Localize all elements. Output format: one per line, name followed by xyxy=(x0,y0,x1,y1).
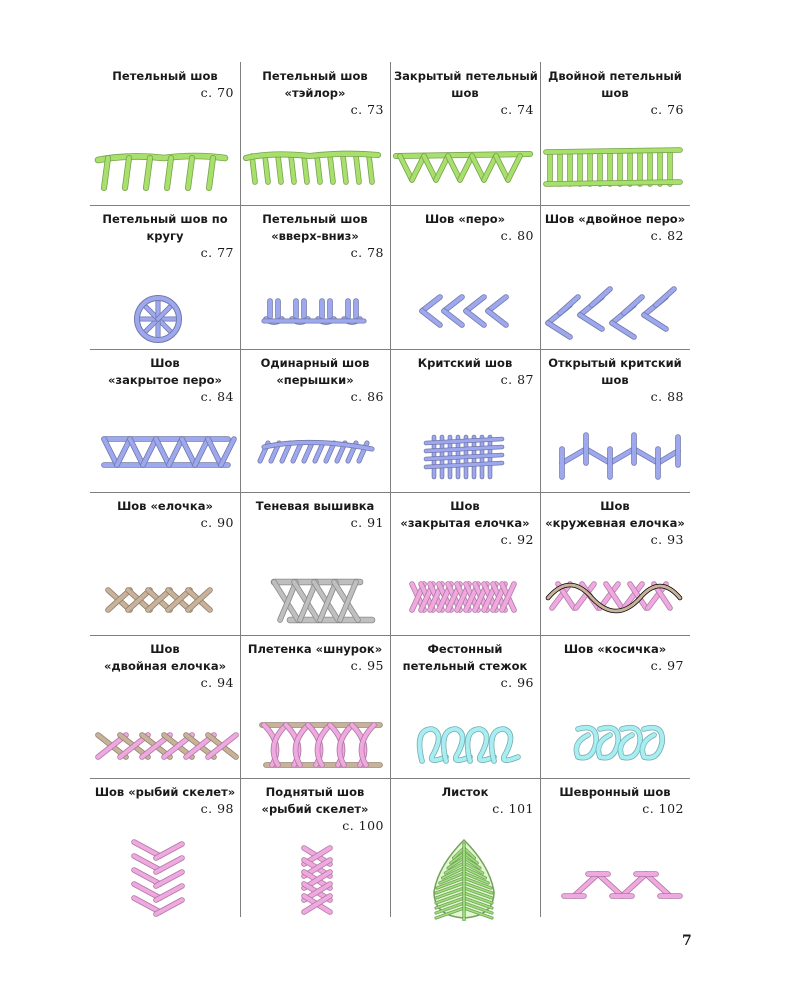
stitch-illustration-raisedfish xyxy=(240,836,390,921)
stitch-index-grid xyxy=(90,62,690,922)
stitch-title xyxy=(544,641,686,658)
stitch-title-line: «закрытая елочка» xyxy=(400,516,530,530)
stitch-illustration-wheel xyxy=(90,263,240,348)
stitch-title-line: Критский шов xyxy=(417,356,513,370)
stitch-illustration-fly xyxy=(240,407,390,492)
stitch-illustration-leaf xyxy=(390,836,540,921)
stitch-title-line: Петельный шов xyxy=(262,212,368,226)
stitch-title-line: Шов «двойное перо» xyxy=(544,212,686,226)
stitch-title-line: «тэйлор» xyxy=(284,86,346,100)
stitch-title-line: Шевронный шов xyxy=(559,785,671,799)
stitch-illustration-scallop xyxy=(390,693,540,778)
stitch-title-line: шов xyxy=(601,373,629,387)
stitch-page-ref: с. 86 xyxy=(350,389,384,404)
stitch-page-ref: с. 74 xyxy=(500,102,534,117)
stitch-title-line: «вверх-вниз» xyxy=(271,229,359,243)
stitch-illustration-updown xyxy=(240,263,390,348)
stitch-cell-feather xyxy=(390,205,540,348)
stitch-illustration-opencretan xyxy=(540,407,690,492)
stitch-page-ref: с. 98 xyxy=(200,801,234,816)
stitch-illustration-laced xyxy=(540,550,690,635)
stitch-title xyxy=(394,355,536,372)
stitch-page-ref: с. 94 xyxy=(200,675,234,690)
stitch-page-ref: с. 84 xyxy=(200,389,234,404)
stitch-title-line: «закрытое перо» xyxy=(108,373,222,387)
stitch-cell-cretan xyxy=(390,349,540,492)
stitch-title-line: Фестонный xyxy=(427,642,503,656)
stitch-page-ref: с. 91 xyxy=(350,515,384,530)
stitch-title-line: Плетенка «шнурок» xyxy=(247,642,383,656)
stitch-illustration-interlace xyxy=(240,693,390,778)
stitch-title xyxy=(94,68,236,85)
stitch-title-line: Поднятый шов xyxy=(265,785,365,799)
stitch-illustration-closed xyxy=(390,120,540,205)
stitch-page-ref: с. 100 xyxy=(342,818,384,833)
stitch-title-line: Шов «косичка» xyxy=(563,642,667,656)
stitch-page-ref: с. 88 xyxy=(650,389,684,404)
stitch-title-line: Шов xyxy=(150,356,180,370)
stitch-page-ref: с. 70 xyxy=(200,85,234,100)
stitch-page-ref: с. 73 xyxy=(350,102,384,117)
stitch-illustration-dblherring xyxy=(90,693,240,778)
stitch-title xyxy=(544,68,686,102)
stitch-title-line: Шов xyxy=(450,499,480,513)
stitch-title xyxy=(394,211,536,228)
stitch-title-line: «кружевная елочка» xyxy=(545,516,685,530)
stitch-page-ref: с. 80 xyxy=(500,228,534,243)
stitch-illustration-feather xyxy=(390,263,540,348)
stitch-title xyxy=(244,355,386,389)
stitch-title-line: петельный стежок xyxy=(402,659,528,673)
stitch-cell-braid xyxy=(540,635,690,778)
stitch-cell-wheel xyxy=(90,205,240,348)
stitch-title xyxy=(544,498,686,532)
stitch-cell-raisedfish xyxy=(240,778,390,921)
stitch-title-line: Петельный шов xyxy=(112,69,218,83)
stitch-cell-chevron xyxy=(540,778,690,921)
stitch-cell-shadow xyxy=(240,492,390,635)
stitch-title xyxy=(544,211,686,228)
stitch-cell-laced xyxy=(540,492,690,635)
stitch-page-ref: с. 97 xyxy=(650,658,684,673)
stitch-title-line: Закрытый петельный xyxy=(394,69,538,83)
stitch-cell-fly xyxy=(240,349,390,492)
stitch-title-line: Петельный шов по xyxy=(102,212,228,226)
stitch-illustration-double xyxy=(540,120,690,205)
stitch-title xyxy=(94,355,236,389)
stitch-title-line: Открытый критский xyxy=(548,356,682,370)
stitch-cell-closedherring xyxy=(390,492,540,635)
stitch-cell-double xyxy=(540,62,690,205)
stitch-illustration-chevron xyxy=(540,836,690,921)
stitch-title xyxy=(244,784,386,818)
stitch-illustration-shadow xyxy=(240,550,390,635)
stitch-page-ref: с. 82 xyxy=(650,228,684,243)
stitch-illustration-herring xyxy=(90,550,240,635)
stitch-page-ref: с. 77 xyxy=(200,245,234,260)
stitch-title xyxy=(94,784,236,801)
stitch-page-ref: с. 90 xyxy=(200,515,234,530)
stitch-cell-tailor xyxy=(240,62,390,205)
stitch-page-ref: с. 93 xyxy=(650,532,684,547)
stitch-title-line: кругу xyxy=(146,229,184,243)
stitch-page-ref: с. 76 xyxy=(650,102,684,117)
stitch-title xyxy=(544,784,686,801)
stitch-illustration-buttonhole xyxy=(90,120,240,205)
stitch-page-ref: с. 95 xyxy=(350,658,384,673)
stitch-illustration-closedherring xyxy=(390,550,540,635)
stitch-illustration-tailor xyxy=(240,120,390,205)
stitch-title xyxy=(394,498,536,532)
stitch-title xyxy=(244,211,386,245)
stitch-title-line: шов xyxy=(601,86,629,100)
stitch-cell-leaf xyxy=(390,778,540,921)
stitch-page-ref: с. 78 xyxy=(350,245,384,260)
stitch-title-line: Шов xyxy=(150,642,180,656)
stitch-cell-closedfeather xyxy=(90,349,240,492)
stitch-title-line: Шов «перо» xyxy=(424,212,506,226)
stitch-page-ref: с. 96 xyxy=(500,675,534,690)
stitch-title-line: Двойной петельный xyxy=(548,69,682,83)
stitch-page-ref: с. 92 xyxy=(500,532,534,547)
stitch-illustration-braid xyxy=(540,693,690,778)
stitch-title xyxy=(94,211,236,245)
stitch-cell-updown xyxy=(240,205,390,348)
stitch-cell-buttonhole xyxy=(90,62,240,205)
stitch-page-ref: с. 102 xyxy=(642,801,684,816)
stitch-cell-interlace xyxy=(240,635,390,778)
stitch-title-line: Петельный шов xyxy=(262,69,368,83)
stitch-title xyxy=(394,784,536,801)
stitch-title-line: Одинарный шов xyxy=(260,356,370,370)
stitch-page-ref: с. 101 xyxy=(492,801,534,816)
stitch-illustration-cretan xyxy=(390,407,540,492)
stitch-title xyxy=(394,641,536,675)
stitch-illustration-closedfeather xyxy=(90,407,240,492)
stitch-cell-opencretan xyxy=(540,349,690,492)
stitch-cell-dblherring xyxy=(90,635,240,778)
stitch-title xyxy=(544,355,686,389)
stitch-cell-dblfeather xyxy=(540,205,690,348)
stitch-title xyxy=(94,641,236,675)
stitch-cell-herring xyxy=(90,492,240,635)
stitch-title-line: «перышки» xyxy=(276,373,354,387)
stitch-title xyxy=(244,68,386,102)
stitch-title-line: Теневая вышивка xyxy=(255,499,375,513)
stitch-title-line: Шов «рыбий скелет» xyxy=(94,785,236,799)
stitch-illustration-fishbone xyxy=(90,836,240,921)
stitch-title-line: Шов xyxy=(600,499,630,513)
stitch-title-line: Шов «елочка» xyxy=(117,499,213,513)
stitch-title-line: Листок xyxy=(441,785,489,799)
stitch-page-ref: с. 87 xyxy=(500,372,534,387)
stitch-title xyxy=(394,68,536,102)
stitch-title-line: «двойная елочка» xyxy=(103,659,227,673)
stitch-title xyxy=(94,498,236,515)
page-number: 7 xyxy=(682,933,692,949)
stitch-title-line: шов xyxy=(451,86,479,100)
stitch-illustration-dblfeather xyxy=(540,263,690,348)
stitch-title xyxy=(244,641,386,658)
stitch-cell-scallop xyxy=(390,635,540,778)
stitch-title-line: «рыбий скелет» xyxy=(261,802,369,816)
stitch-title xyxy=(244,498,386,515)
stitch-cell-closed xyxy=(390,62,540,205)
stitch-cell-fishbone xyxy=(90,778,240,921)
